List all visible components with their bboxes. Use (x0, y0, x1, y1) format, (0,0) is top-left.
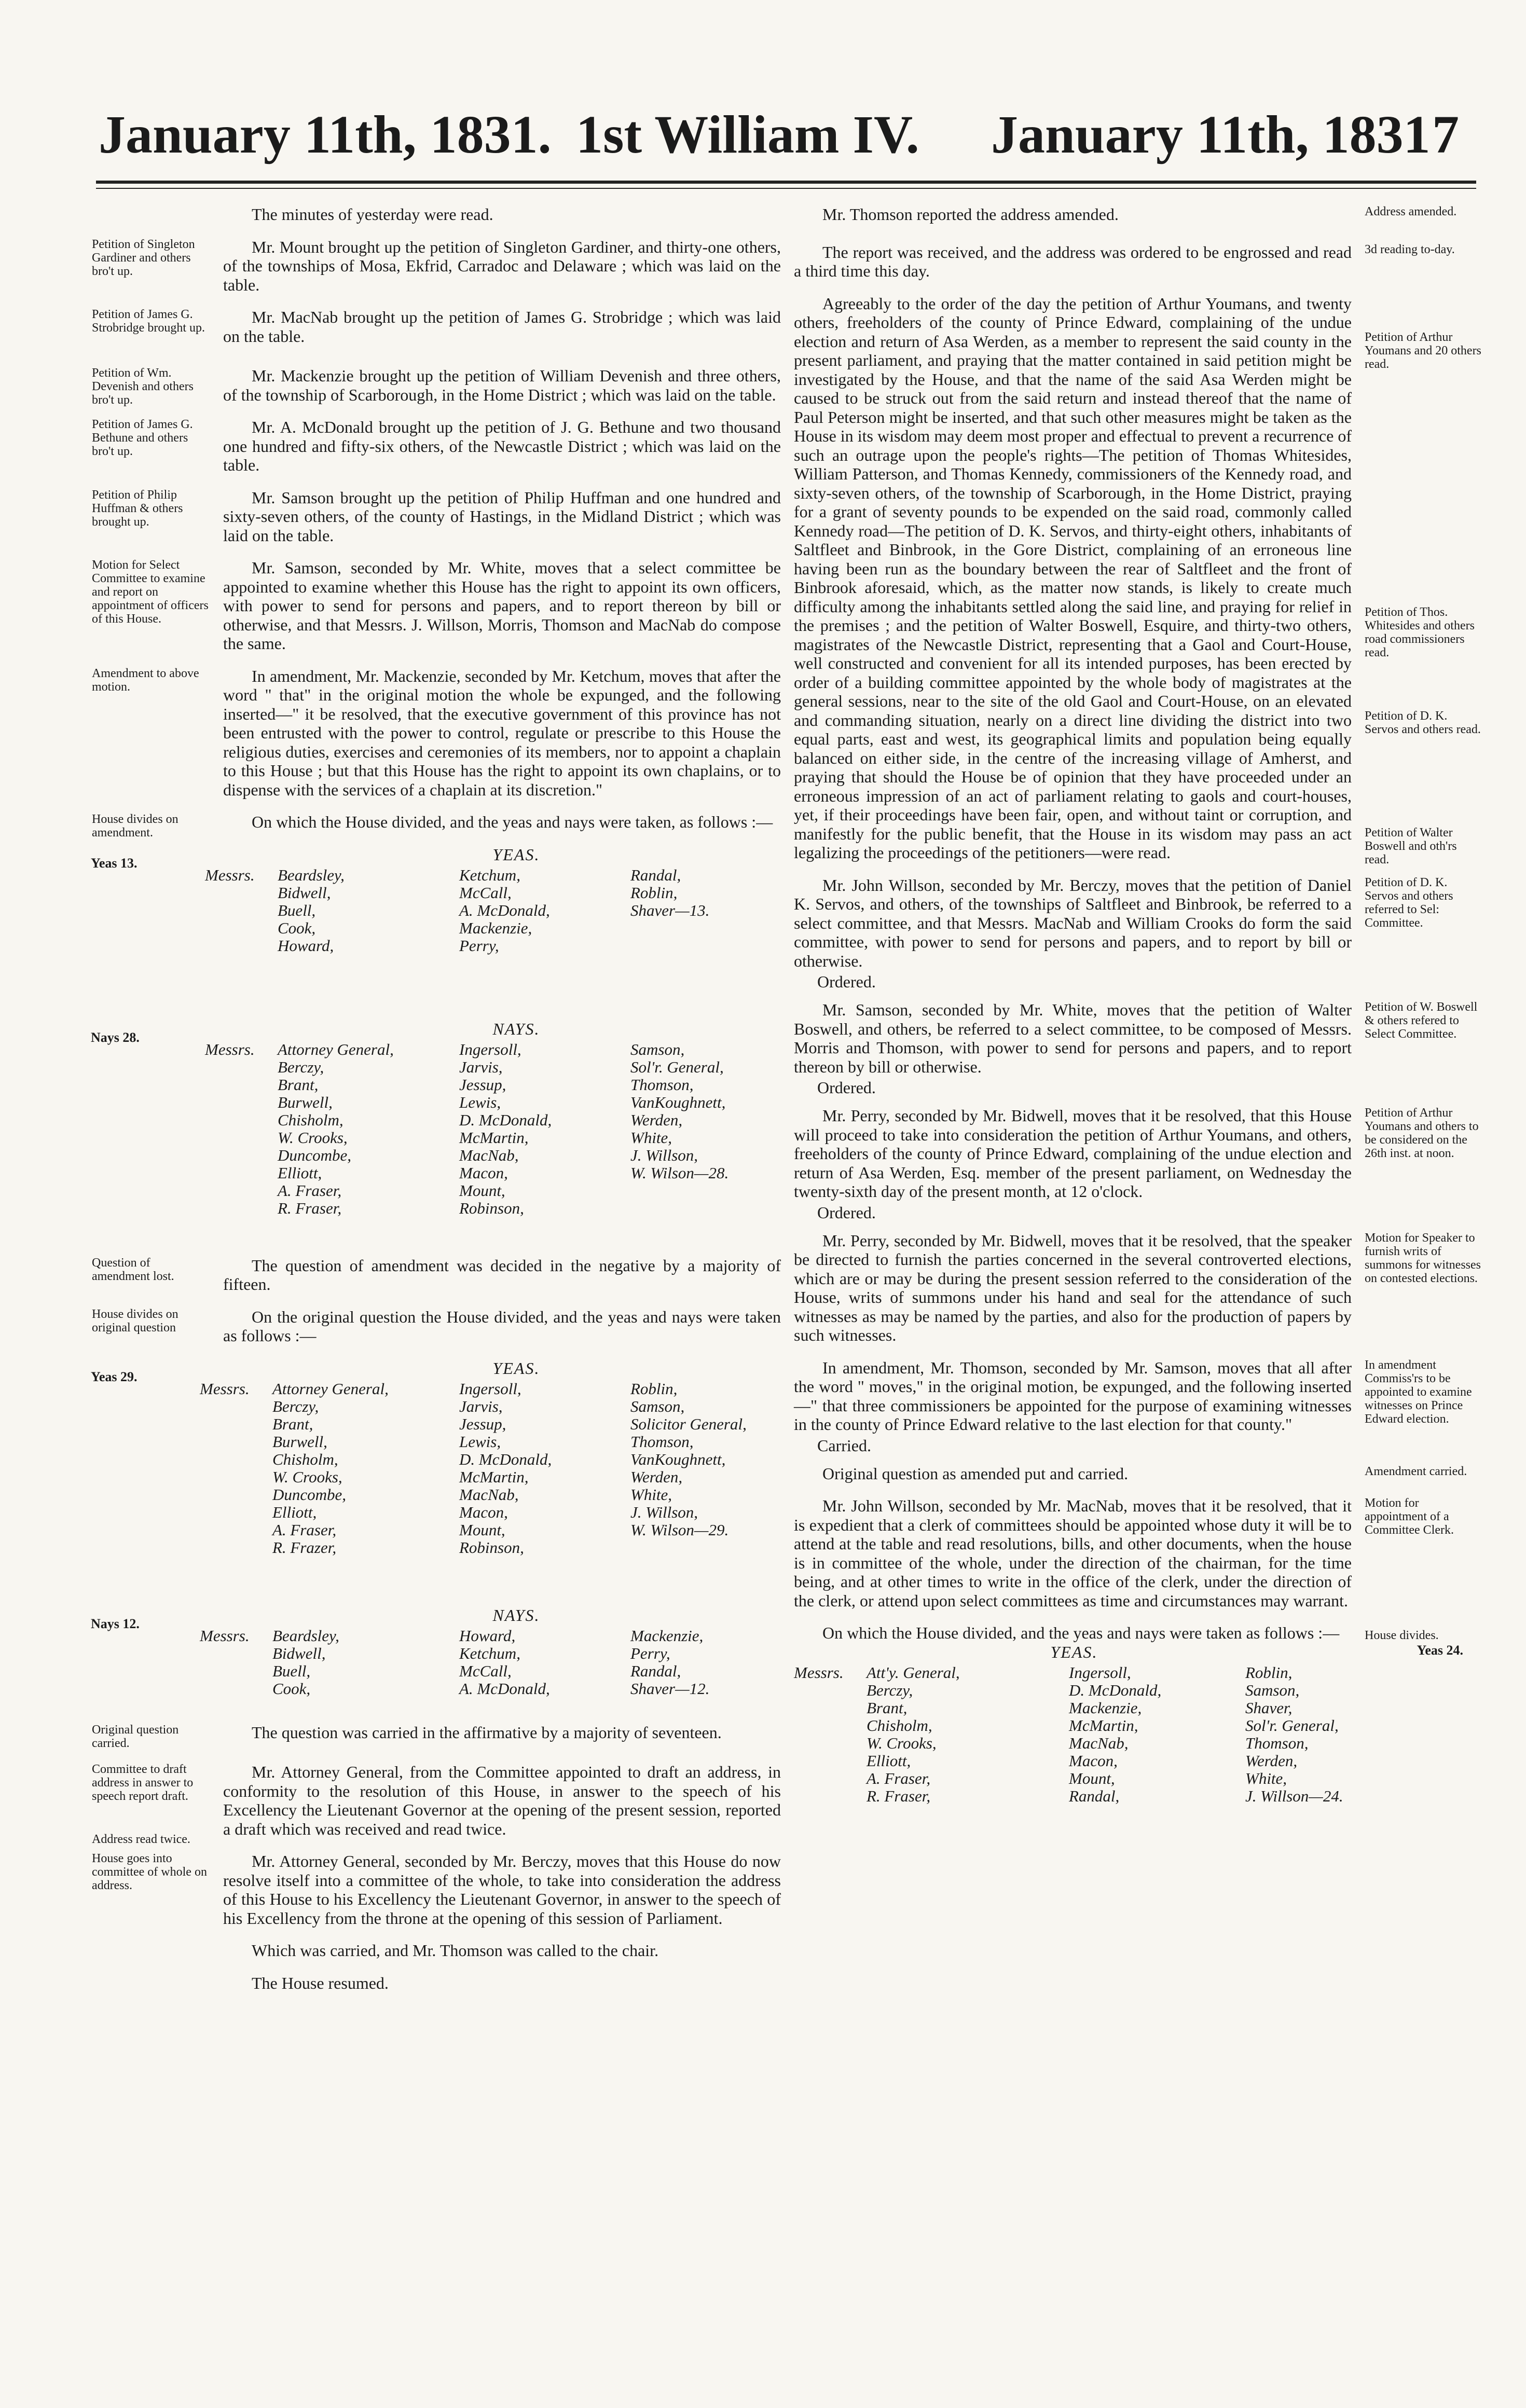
yeas-heading: YEAS. (492, 845, 540, 864)
yeas-heading: YEAS. (1050, 1642, 1098, 1661)
member-name: Jessup, (459, 1414, 506, 1433)
vote-column (459, 1380, 552, 1557)
member-name: A. Fraser, (867, 1769, 931, 1787)
vote-column (459, 1627, 550, 1698)
member-name: Werden, (630, 1467, 683, 1486)
margin-note: Amendment carried. (1365, 1464, 1467, 1478)
member-name: W. Crooks, (278, 1128, 348, 1147)
paragraph-committee: Mr. Attorney General, seconded by Mr. Berczy, moves that this House do now resolve itself into a committee of the whole, to take into consideration the address of this House to his Excellency the Lieutenant Governor, in answer to the speech of his Excellency from the throne at the opening of this session of Parliament. (223, 1852, 781, 1928)
header-date-right: January 11th, 1831 (991, 105, 1431, 164)
margin-note: Question of amendment lost. (92, 1256, 174, 1283)
member-name: Perry, (459, 936, 499, 955)
member-name: Attorney General, (278, 1040, 394, 1058)
member-name: Attorney General, (272, 1379, 389, 1398)
vote-column (459, 1041, 552, 1217)
messrs-label: Messrs. (205, 865, 255, 884)
member-name: Mackenzie, (459, 918, 532, 937)
member-name: Jessup, (459, 1075, 506, 1094)
member-name: J. Willson, (630, 1503, 698, 1521)
margin-note: Petition of D. K. Servos and others read. (1365, 709, 1481, 736)
member-name: W. Wilson—29. (630, 1520, 729, 1539)
member-name: Duncombe, (278, 1146, 352, 1164)
margin-note: Petition of Thos. Whitesides and others road commissioners read. (1365, 605, 1475, 659)
member-name: D. McDonald, (1069, 1681, 1162, 1699)
member-name: MacNab, (1069, 1733, 1129, 1752)
header-session: 1st William IV. (576, 105, 919, 164)
member-name: Shaver—12. (630, 1679, 710, 1698)
member-name: McMartin, (1069, 1716, 1138, 1735)
margin-note: Petition of Philip Huffman & others brought up. (92, 488, 183, 529)
messrs-label: Messrs. (200, 1379, 250, 1398)
paragraph-motion: Mr. Samson, seconded by Mr. White, moves that the petition of Walter Boswell, and others, be referred to a select committee, to be composed of Messrs. Morris and Thomson, with power to send for persons and papers, and to report thereon by bill or otherwise. (794, 1000, 1352, 1076)
member-name: VanKoughnett, (630, 1093, 726, 1111)
margin-note: Committee to draft address in answer to speech report draft. (92, 1763, 194, 1803)
margin-note: Motion for Select Committee to examine and report on appointment of officers of this House. (92, 558, 209, 626)
paragraph-motion: Mr. John Willson, seconded by Mr. MacNab, moves that it be resolved, that it is expedient that a clerk of committees should be appointed whose duty it will be to attend at the table and read resolutions, bills, and other documents, when the house is in committee of the whole, under the direction of the chairman, for the time being, and at other times to write in the office of the clerk, under the direction of the clerk, or attend upon select committees as time and circumstances may warrant. (794, 1496, 1352, 1610)
paragraph-amendment: In amendment, Mr. Mackenzie, seconded by Mr. Ketchum, moves that after the word " that" in the original motion the whole be expunged, and the following inserted—" it be resolved, that the executive government of this province has not been entrusted with the power to control, regulate or prescribe to this House the religious duties, exercises and ceremonies of its members, nor to appoint a chaplain to this House ; but that this House has the right to appoint its own chaplains, or to dispense with the services of a chaplain at its discretion." (223, 666, 781, 799)
member-name: Cook, (278, 918, 316, 937)
yeas-count: Yeas 29. (91, 1369, 138, 1384)
member-name: Buell, (278, 901, 316, 919)
margin-note: Address amended. (1365, 205, 1457, 218)
member-name: Ingersoll, (459, 1040, 521, 1058)
margin-note: Address read twice. (92, 1833, 190, 1846)
nays-count: Nays 12. (91, 1616, 140, 1631)
member-name: Randal, (1069, 1786, 1120, 1805)
margin-note: Petition of Arthur Youmans and 20 others read. (1365, 330, 1481, 371)
member-name: Solicitor General, (630, 1414, 747, 1433)
member-name: Howard, (459, 1626, 516, 1645)
member-name: Chisholm, (867, 1716, 932, 1735)
paragraph-petition: Mr. A. McDonald brought up the petition of J. G. Bethune and two thousand one hundred and fifty-six others, of the Newcastle District ; which was laid on the table. (223, 418, 781, 474)
vote-column (278, 1041, 394, 1217)
member-name: Samson, (1245, 1681, 1300, 1699)
paragraph-reported: Mr. Thomson reported the address amended. (822, 205, 1119, 224)
member-name: Att'y. General, (867, 1663, 960, 1682)
member-name: Macon, (459, 1163, 508, 1182)
margin-note: Petition of James G. Bethune and others bro't up. (92, 418, 193, 458)
page-header (99, 106, 1468, 169)
carried-label: Carried. (817, 1436, 871, 1455)
vote-column (278, 866, 345, 955)
member-name: White, (1245, 1769, 1287, 1787)
member-name: Ingersoll, (1069, 1663, 1131, 1682)
member-name: Roblin, (630, 883, 678, 902)
member-name: Buell, (272, 1661, 311, 1680)
paragraph-result: The question of amendment was decided in the negative by a majority of fifteen. (223, 1256, 781, 1294)
paragraph-order-of-day: Agreeably to the order of the day the petition of Arthur Youmans, and twenty others, freeholders of the county of Prince Edward, complaining of the undue election and return of Asa Werden, as a member to represent the said county in the present parliament, and praying that the matter contained in said petition might be investigated by the House, and that the name of the said Asa Werden might be caused to be struck out from the said return and instead thereof that the name of Paul Peterson might be inserted, and that such other measures might be taken as the House in its wisdom may deem most proper and effectual to prevent a recurrence of such an outrage upon the people's rights—The petition of Thomas Whitesides, William Patterson, and Thomas Kennedy, commissioners of the Kennedy road, and sixty-seven others, of the township of Scarborough, in the Home District, praying for a grant of seventy pounds to be expended on the said road, commonly called Kennedy road—The petition of D. K. Servos, and thirty-eight others, inhabitants of Saltfleet and Binbrook, in the Gore District, complaining of an erroneous line having been run as the boundary between the rear of Saltfleet and the front of Binbrook aforesaid, which, as the matter now stands, is likely to create much difficulty among the inhabitants settled along the said line, and praying for relief in the premises ; and the petition of Walter Boswell, Esquire, and thirty-two others, magistrates of the Newcastle District, representing that a Gaol and Court-House, well constructed and convenient for all its intended purposes, has been erected by order of a building committee appointed by the whole body of magistrates at the general sessions, near to the site of the old Gaol and Court-House, on an elevated and commanding situation, nearly on a direct line dividing the district into two equal parts, east and west, its geographical limits and population being equally balanced on either side, in the centre of the increasing village of Amherst, and praying that should the House be of opinion that they have proceeded under an erroneous impression of an act of parliament relating to gaols and court-houses, yet, if their proceedings have been fair, open, and without taint or corruption, and manifestly for the public benefit, that the House in its wisdom may pass an act legalizing the proceedings of the petitioners—were read. (794, 294, 1352, 862)
member-name: Samson, (630, 1397, 685, 1415)
margin-note: Petition of W. Boswell & others refered to Select Committee. (1365, 1000, 1478, 1041)
member-name: Robinson, (459, 1538, 524, 1557)
member-name: Samson, (630, 1040, 685, 1058)
member-name: McCall, (459, 1661, 512, 1680)
member-name: Werden, (1245, 1751, 1298, 1770)
member-name: Roblin, (630, 1379, 678, 1398)
member-name: J. Willson, (630, 1146, 698, 1164)
messrs-label: Messrs. (205, 1040, 255, 1058)
member-name: Bidwell, (272, 1644, 326, 1662)
member-name: J. Willson—24. (1245, 1786, 1343, 1805)
vote-column (867, 1664, 960, 1805)
margin-note: Motion for appointment of a Committee Clerk. (1365, 1496, 1454, 1537)
member-name: Elliott, (867, 1751, 911, 1770)
member-name: McMartin, (459, 1128, 529, 1147)
header-page-number: 7 (1432, 105, 1459, 164)
member-name: R. Frazer, (272, 1538, 337, 1557)
paragraph-resumed: The House resumed. (252, 1973, 389, 1992)
member-name: Lewis, (459, 1432, 501, 1451)
paragraph-petition: Mr. Mount brought up the petition of Singleton Gardiner, and thirty-one others, of the townships of Mosa, Ekfrid, Carradoc and Delaware ; which was laid on the table. (223, 237, 781, 294)
vote-yeas-1 (91, 845, 781, 1006)
member-name: Elliott, (278, 1163, 322, 1182)
margin-note: 3d reading to-day. (1365, 242, 1455, 256)
margin-note: House divides. (1365, 1629, 1439, 1642)
member-name: Brant, (867, 1698, 908, 1717)
nays-heading: NAYS. (492, 1019, 540, 1038)
paragraph-original: Original question as amended put and carried. (822, 1464, 1129, 1483)
member-name: Brant, (278, 1075, 319, 1094)
member-name: Robinson, (459, 1199, 524, 1217)
member-name: Sol'r. General, (1245, 1716, 1339, 1735)
member-name: Perry, (630, 1644, 670, 1662)
vote-yeas-2 (91, 1358, 781, 1592)
member-name: A. Fraser, (272, 1520, 337, 1539)
header-rule-thin (96, 188, 1476, 189)
member-name: Ketchum, (459, 865, 520, 884)
member-name: Burwell, (278, 1093, 333, 1111)
member-name: Duncombe, (272, 1485, 347, 1504)
member-name: D. McDonald, (459, 1450, 552, 1468)
member-name: Thomson, (630, 1075, 694, 1094)
margin-note: Motion for Speaker to furnish writs of summons for witnesses on contested elections. (1365, 1231, 1481, 1285)
member-name: Berczy, (272, 1397, 319, 1415)
member-name: MacNab, (459, 1146, 519, 1164)
member-name: Brant, (272, 1414, 313, 1433)
vote-column (272, 1627, 339, 1698)
member-name: McMartin, (459, 1467, 529, 1486)
vote-column (459, 866, 550, 955)
member-name: A. McDonald, (459, 1679, 550, 1698)
ordered-label: Ordered. (817, 972, 876, 991)
yeas-heading: YEAS. (492, 1358, 540, 1378)
vote-column (630, 866, 709, 919)
nays-count: Nays 28. (91, 1029, 140, 1045)
messrs-label: Messrs. (794, 1663, 844, 1682)
member-name: MacNab, (459, 1485, 519, 1504)
member-name: Shaver—13. (630, 901, 710, 919)
paragraph-draft: Mr. Attorney General, from the Committee appointed to draft an address, in conformity to the resolution of this House, in answer to the speech of his Excellency the Lieutenant Governor at the opening of the present session, reported a draft which was received and read twice. (223, 1763, 781, 1838)
paragraph-petition: Mr. MacNab brought up the petition of James G. Strobridge ; which was laid on the table. (223, 308, 781, 346)
paragraph-minutes: The minutes of yesterday were read. (252, 205, 493, 224)
member-name: Werden, (630, 1110, 683, 1129)
yeas-count: Yeas 13. (91, 855, 138, 871)
member-name: Macon, (1069, 1751, 1118, 1770)
member-name: W. Wilson—28. (630, 1163, 729, 1182)
member-name: Chisholm, (278, 1110, 343, 1129)
member-name: Thomson, (630, 1432, 694, 1451)
member-name: McCall, (459, 883, 512, 902)
member-name: Ketchum, (459, 1644, 520, 1662)
member-name: Roblin, (1245, 1663, 1293, 1682)
paragraph-motion: Mr. Perry, seconded by Mr. Bidwell, moves that it be resolved, that the speaker be directed to furnish the parties concerned in the several controverted elections, which are or may be during the present session referred to the consideration of the House, writs of summons under his hand and seal for the attendance of such witnesses as may be named by the parties, and also for the production of papers by such witnesses. (794, 1231, 1352, 1344)
vote-nays-1 (91, 1019, 781, 1243)
margin-note: House divides on amendment. (92, 813, 178, 840)
vote-column (1245, 1664, 1343, 1805)
vote-column (1069, 1664, 1161, 1805)
member-name: Randal, (630, 865, 681, 884)
member-name: R. Fraser, (867, 1786, 931, 1805)
paragraph-division: On the original question the House divided, and the yeas and nays were taken as follows :— (223, 1307, 781, 1345)
paragraph-petition: Mr. Samson brought up the petition of Philip Huffman and one hundred and sixty-seven others, of the county of Hastings, in the Midland District ; which was laid on the table. (223, 488, 781, 545)
member-name: Berczy, (867, 1681, 913, 1699)
margin-note: Petition of D. K. Servos and others referred to Sel: Committee. (1365, 875, 1453, 930)
margin-note: Amendment to above motion. (92, 666, 199, 694)
header-rule-thick (96, 181, 1476, 184)
member-name: Randal, (630, 1661, 681, 1680)
margin-note: Petition of Singleton Gardiner and others bro't up. (92, 237, 195, 278)
paragraph-amendment: In amendment, Mr. Thomson, seconded by Mr. Samson, moves that all after the word " moves," in the original motion, be expunged, and the following inserted—" that three commissioners be appointed for the purpose of examining witnesses in the county of Prince Edward relative to the last election for that county." (794, 1358, 1352, 1434)
member-name: Bidwell, (278, 883, 331, 902)
member-name: Ingersoll, (459, 1379, 521, 1398)
paragraph-motion: Mr. Perry, seconded by Mr. Bidwell, moves that it be resolved, that this House will proceed to take into consideration the petition of Arthur Youmans, and others, freeholders of the county of Prince Edward, complaining of the undue election and return of Asa Werden, Esq. member of the present parliament, on Wednesday the twenty-sixth day of the present month, at 12 o'clock. (794, 1106, 1352, 1201)
member-name: R. Fraser, (278, 1199, 342, 1217)
member-name: A. Fraser, (278, 1181, 342, 1200)
paragraph-chair: Which was carried, and Mr. Thomson was called to the chair. (252, 1941, 659, 1960)
vote-nays-2 (91, 1605, 781, 1710)
member-name: White, (630, 1485, 672, 1504)
vote-column (272, 1380, 389, 1557)
paragraph-motion: Mr. John Willson, seconded by Mr. Berczy, moves that the petition of Daniel K. Servos, and others, of the townships of Saltfleet and Binbrook, be referred to a select committee, and that Messrs. MacNab and William Crooks do form the said committee, with power to send for persons and papers, and to report by bill or otherwise. (794, 875, 1352, 970)
member-name: Thomson, (1245, 1733, 1309, 1752)
member-name: Elliott, (272, 1503, 317, 1521)
member-name: Shaver, (1245, 1698, 1293, 1717)
margin-note: Petition of Walter Boswell and oth'rs read. (1365, 825, 1457, 866)
member-name: Mount, (1069, 1769, 1115, 1787)
vote-yeas-3 (794, 1643, 1484, 1819)
member-name: Burwell, (272, 1432, 327, 1451)
margin-note: Petition of Wm. Devenish and others bro't up. (92, 366, 194, 407)
member-name: W. Crooks, (272, 1467, 342, 1486)
paragraph-division: On which the House divided, and the yeas and nays were taken as follows :— (822, 1623, 1340, 1642)
member-name: Jarvis, (459, 1057, 503, 1076)
member-name: A. McDonald, (459, 901, 550, 919)
member-name: Mount, (459, 1181, 505, 1200)
member-name: Howard, (278, 936, 334, 955)
member-name: Macon, (459, 1503, 508, 1521)
margin-note: In amendment Commiss'rs to be appointed to examine witnesses on Prince Edward election. (1365, 1358, 1472, 1426)
margin-note: Original question carried. (92, 1723, 179, 1750)
paragraph-petition: Mr. Mackenzie brought up the petition of William Devenish and three others, of the township of Scarborough, in the Home District ; which was laid on the table. (223, 366, 781, 404)
paragraph-motion: Mr. Samson, seconded by Mr. White, moves that a select committee be appointed to examine whether this House has the right to appoint its own officers, with power to send for persons and papers, and to report thereon by bill or otherwise, and that Messrs. J. Willson, Morris, Thomson and MacNab do compose the same. (223, 558, 781, 653)
ordered-label: Ordered. (817, 1078, 876, 1097)
member-name: Cook, (272, 1679, 311, 1698)
member-name: W. Crooks, (867, 1733, 937, 1752)
margin-note: House goes into committee of whole on address. (92, 1852, 207, 1892)
member-name: Chisholm, (272, 1450, 338, 1468)
yeas-count: Yeas 24. (1417, 1642, 1463, 1658)
member-name: Mackenzie, (630, 1626, 704, 1645)
member-name: Sol'r. General, (630, 1057, 724, 1076)
member-name: VanKoughnett, (630, 1450, 726, 1468)
margin-note: Petition of Arthur Youmans and others to be considered on the 26th inst. at noon. (1365, 1106, 1479, 1160)
member-name: Beardsley, (272, 1626, 339, 1645)
vote-column (630, 1627, 709, 1698)
paragraph-received: The report was received, and the address was ordered to be engrossed and read a third time this day. (794, 242, 1352, 280)
nays-heading: NAYS. (492, 1605, 540, 1625)
header-date-left: January 11th, 1831. (99, 105, 552, 164)
paragraph-division: On which the House divided, and the yeas and nays were taken, as follows :— (252, 813, 773, 831)
member-name: Jarvis, (459, 1397, 503, 1415)
margin-note: Petition of James G. Strobridge brought up. (92, 308, 205, 335)
member-name: Mount, (459, 1520, 505, 1539)
member-name: Mackenzie, (1069, 1698, 1142, 1717)
member-name: Lewis, (459, 1093, 501, 1111)
left-column (91, 205, 781, 2006)
ordered-label: Ordered. (817, 1203, 876, 1222)
member-name: Berczy, (278, 1057, 324, 1076)
member-name: Beardsley, (278, 865, 345, 884)
member-name: D. McDonald, (459, 1110, 552, 1129)
margin-note: House divides on original question (92, 1307, 178, 1334)
messrs-label: Messrs. (200, 1626, 250, 1645)
vote-column (630, 1041, 728, 1182)
right-column (794, 205, 1484, 1833)
member-name: White, (630, 1128, 672, 1147)
vote-column (630, 1380, 747, 1539)
paragraph-result: The question was carried in the affirmative by a majority of seventeen. (252, 1723, 722, 1742)
